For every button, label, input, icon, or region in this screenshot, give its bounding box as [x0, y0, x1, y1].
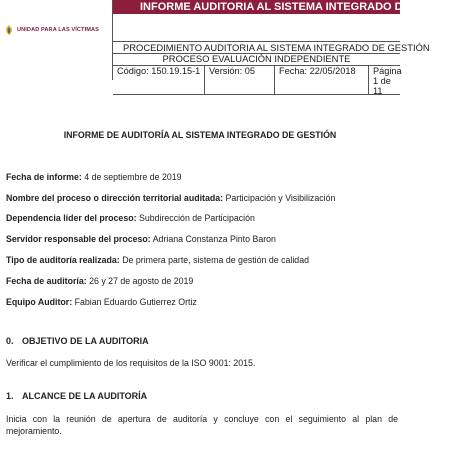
field-label: Nombre del proceso o dirección territorial auditada:	[6, 193, 224, 203]
section-title: OBJETIVO DE LA AUDITORIA	[22, 336, 149, 346]
procedure-name: PROCEDIMIENTO AUDITORIA AL SISTEMA INTEGRADO DE GESTIÓN	[113, 41, 400, 54]
field-value: 26 y 27 de agosto de 2019	[89, 276, 194, 286]
document-date: Fecha: 22/05/2018	[275, 65, 369, 94]
logo-cell	[0, 0, 113, 80]
victims-unit-emblem-icon	[4, 24, 14, 36]
field-label: Fecha de auditoría:	[6, 276, 87, 286]
section-title: ALCANCE DE LA AUDITORÍA	[22, 391, 148, 401]
field-value: Participación y Visibilización	[225, 193, 336, 203]
field-label: Tipo de auditoría realizada:	[6, 255, 120, 265]
process-name: PROCESO EVALUACIÓN INDEPENDIENTE	[113, 54, 400, 66]
audit-type-field	[6, 255, 309, 265]
section-heading-scope	[6, 391, 147, 401]
section-number: 0.	[6, 336, 14, 346]
process-name-field	[6, 193, 335, 203]
page-total: 11	[373, 86, 383, 96]
audit-team-field	[6, 297, 197, 307]
document-code: Código: 150.19.15-1	[113, 65, 205, 94]
report-title: INFORME DE AUDITORÍA AL SISTEMA INTEGRADO DE GESTIÓN	[63, 130, 337, 140]
lead-unit-field	[6, 213, 255, 223]
field-value: Fabian Eduardo Gutierrez Ortiz	[74, 297, 197, 307]
logo-text: UNIDAD PARA LAS VÍCTIMAS	[17, 27, 99, 33]
organization-logo	[4, 24, 99, 36]
report-header-title: INFORME AUDITORIA AL SISTEMA INTEGRADO DE GESTIÓN	[113, 0, 400, 14]
field-label: Equipo Auditor:	[6, 297, 73, 307]
document-version: Versión: 05	[205, 65, 275, 94]
report-date-field	[6, 172, 182, 182]
page-number	[369, 65, 400, 94]
section-heading-objective	[6, 336, 149, 346]
field-value: Subdirección de Participación	[138, 213, 255, 223]
page-label: Página 1 de	[373, 66, 402, 86]
section-text-scope: Inicia con la reunión de apertura de auditoría y concluye con el seguimiento al plan de mejoramiento.	[6, 414, 398, 436]
section-text-objective: Verificar el cumplimiento de los requisitos de la ISO 9001: 2015.	[6, 358, 256, 368]
document-header	[0, 0, 462, 96]
document-metadata	[113, 65, 400, 95]
field-value: Adriana Constanza Pinto Baron	[152, 234, 276, 244]
section-number: 1.	[6, 391, 14, 401]
responsible-officer-field	[6, 234, 276, 244]
field-value: 4 de septiembre de 2019	[84, 172, 182, 182]
field-label: Fecha de informe:	[6, 172, 82, 182]
field-label: Dependencia líder del proceso:	[6, 213, 137, 223]
field-label: Servidor responsable del proceso:	[6, 234, 151, 244]
field-value: De primera parte, sistema de gestión de calidad	[122, 255, 309, 265]
audit-date-field	[6, 276, 193, 286]
